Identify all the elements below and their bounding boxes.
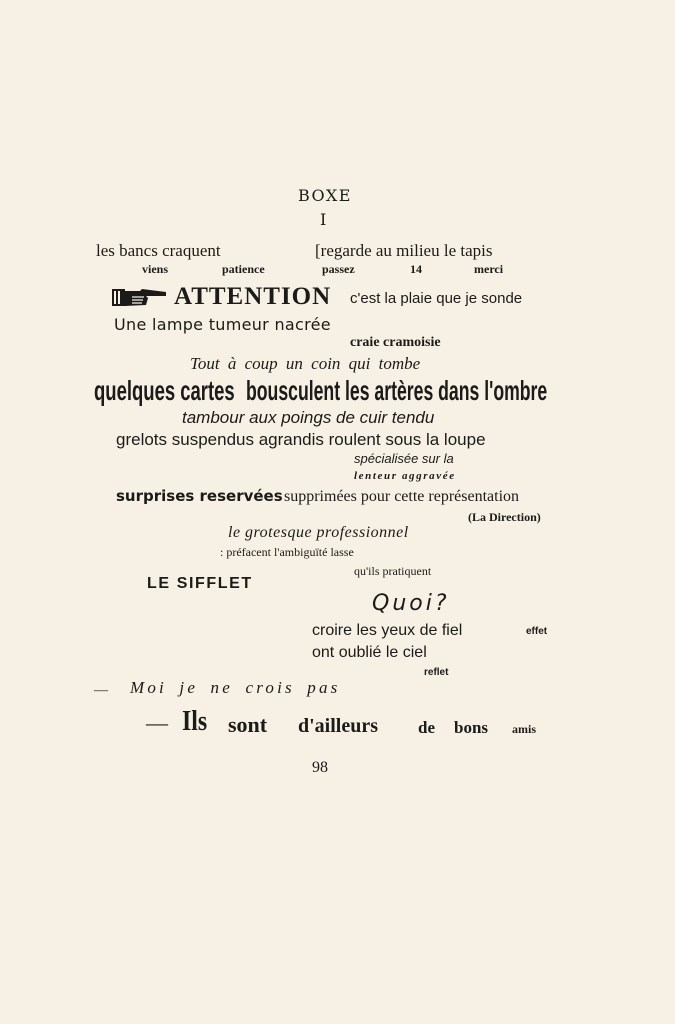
line-craie: craie cramoisie — [350, 335, 441, 350]
le-sifflet: LE SIFFLET — [147, 575, 253, 592]
cartes-part-2: bousculent les artères dans l'ombre — [246, 375, 548, 406]
line-croire: croire les yeux de fiel — [312, 622, 463, 639]
direction-note: (La Direction) — [468, 510, 541, 524]
word-patience: patience — [222, 262, 265, 276]
word-merci: merci — [474, 262, 504, 276]
page-number: 98 — [312, 759, 328, 776]
line-tambour: tambour aux poings de cuir tendu — [182, 408, 435, 427]
line-moi: Moi je ne crois pas — [130, 678, 341, 697]
section-number: I — [320, 210, 327, 229]
pointing-hand-icon — [112, 286, 168, 311]
final-amis: amis — [512, 722, 536, 736]
final-de: de — [418, 718, 435, 737]
line-lampe: Une lampe tumeur nacrée — [114, 315, 331, 334]
word-reflet: reflet — [424, 667, 449, 678]
line-prefacent: : préfacent l'ambiguïté lasse — [220, 545, 354, 559]
line-pratiquent: qu'ils pratiquent — [354, 564, 432, 578]
line-specialisee: spécialisée sur la — [354, 451, 454, 466]
moi-dash: — — [94, 683, 108, 698]
line-bancs: les bancs craquent — [96, 241, 221, 260]
word-effet: effet — [526, 626, 548, 637]
word-14: 14 — [410, 262, 422, 276]
word-passez: passez — [322, 262, 355, 276]
quoi: Quoi? — [372, 591, 450, 616]
line-surprises-1: surprises reservées — [116, 487, 283, 505]
final-dash: — — [146, 710, 168, 735]
final-ils: Ils — [182, 706, 208, 737]
line-surprises-2: supprimées pour cette représentation — [284, 488, 520, 505]
word-viens: viens — [142, 262, 169, 276]
line-regarde: [regarde au milieu le tapis — [315, 241, 493, 260]
line-grelots: grelots suspendus agrandis roulent sous la loupe — [116, 430, 486, 449]
final-sont: sont — [228, 712, 268, 737]
line-oublie: ont oublié le ciel — [312, 644, 427, 661]
final-ailleurs: d'ailleurs — [298, 715, 379, 737]
cartes-part-1: quelques cartes — [94, 375, 235, 406]
final-bons: bons — [454, 718, 489, 737]
line-lenteur: lenteur aggravée — [354, 470, 456, 482]
line-coin: Tout à coup un coin qui tombe — [190, 354, 421, 373]
poem-title: BOXE — [298, 186, 352, 205]
line-grotesque: le grotesque professionnel — [228, 524, 409, 541]
line-plaie: c'est la plaie que je sonde — [350, 290, 523, 307]
attention-word: ATTENTION — [174, 283, 332, 310]
